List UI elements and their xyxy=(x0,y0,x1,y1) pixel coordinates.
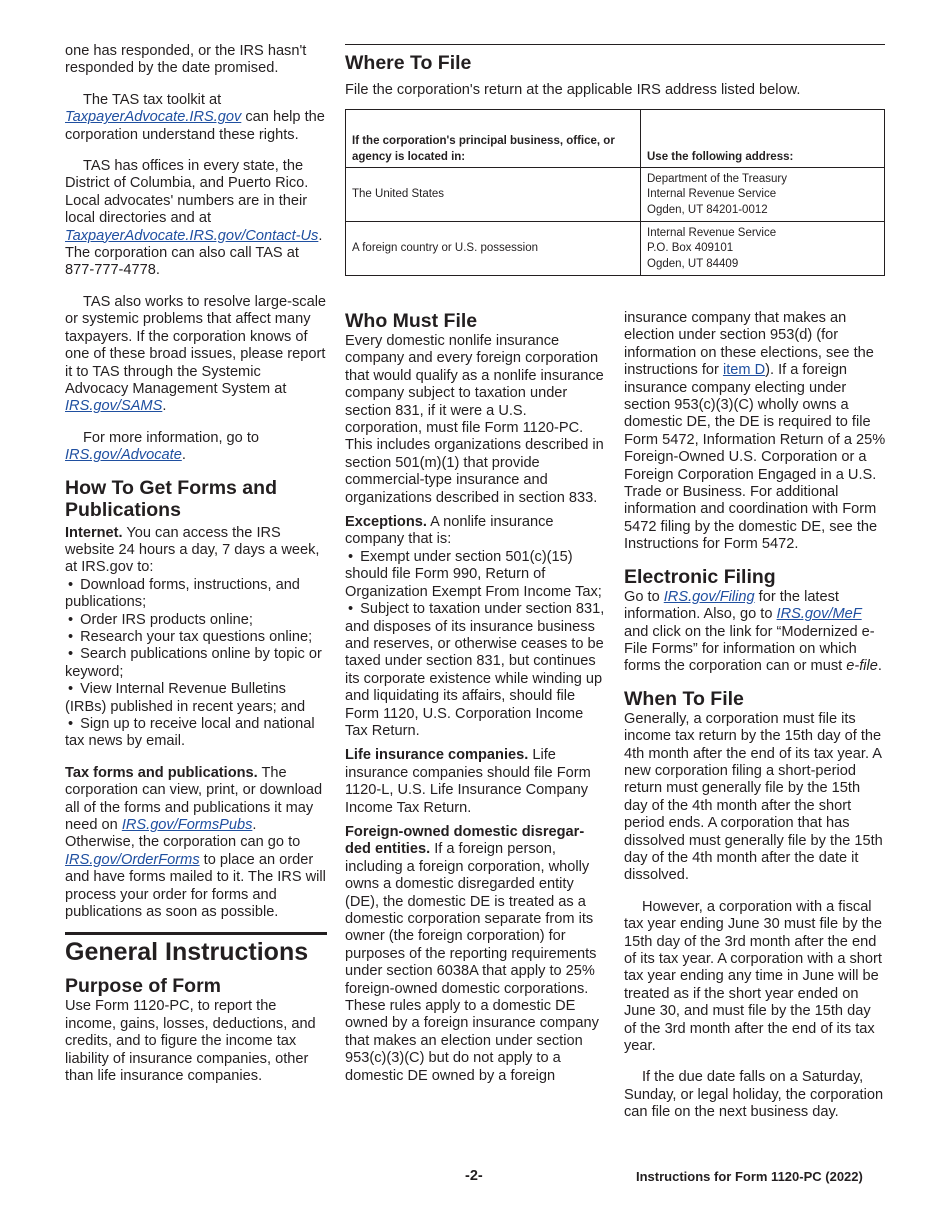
who-must-file-paragraph: Every domestic nonlife insurance company and every foreign corporation that would qualify as a nonlife insurance company subject to taxation under section 831, if it were a U.S. corporation, must file Form 1120-PC. This includes organizations described in section 501(m)(1) that provide commercial-type insurance and organizations described in section 833. xyxy=(345,333,604,506)
taxpayer-advocate-link[interactable]: TaxpayerAdvocate.IRS.gov xyxy=(65,109,242,126)
location-cell: The United States xyxy=(346,168,641,222)
advocate-link[interactable]: IRS.gov/Advocate xyxy=(65,447,182,464)
address-table xyxy=(345,109,885,276)
list-item: • Research your tax questions online; xyxy=(65,629,327,646)
item-d-link[interactable]: item D xyxy=(722,362,766,379)
internet-section: Internet. You can access the IRS website 24 hours a day, 7 days a week, at IRS.gov to: • Download forms, instructions, and publications; • Order IRS products online; • Research your tax questions online; • Search publications online by topic or keyword; • View Internal Revenue Bulletins (IRBs) published in recent years; and • Sign up to receive local and national tax news by email. xyxy=(65,525,327,751)
general-instructions-heading: General Instructions xyxy=(65,938,309,967)
location-header: If the corporation's principal business, office, or agency is located in: xyxy=(346,110,641,168)
who-must-file-heading: Who Must File xyxy=(345,310,478,332)
section-divider xyxy=(345,44,885,45)
list-item: • Subject to taxation under section 831, and disposes of its insurance business and reserves, or otherwise ceases to be taxed under section 831, but continues its corporate existence while winding up and liquidating its affairs, should file Form 1120, U.S. Corporation Income Tax Return. xyxy=(345,601,607,740)
list-item: • Sign up to receive local and national tax news by email. xyxy=(65,716,327,751)
mef-link[interactable]: IRS.gov/MeF xyxy=(776,606,862,623)
sams-link[interactable]: IRS.gov/SAMS xyxy=(65,398,163,415)
tas-systemic-paragraph: TAS also works to resolve large-scale or systemic problems that affect many taxpayers. If the corporation knows of one of these broad issues, please report it to TAS through the Systemic Advocacy Management System at IRS.gov/SAMS. xyxy=(65,293,327,415)
more-info-paragraph: For more information, go to IRS.gov/Advocate. xyxy=(65,429,260,464)
list-item: • Order IRS products online; xyxy=(65,612,327,629)
purpose-paragraph: Use Form 1120-PC, to report the income, gains, losses, deductions, and credits, and to figure the income tax liability of insurance companies, other than life insurance companies. xyxy=(65,998,316,1085)
tas-continued-paragraph: one has responded, or the IRS hasn't responded by the date promised. xyxy=(65,43,307,77)
tas-toolkit-paragraph: The TAS tax toolkit at TaxpayerAdvocate.IRS.gov can help the corporation understand these rights. xyxy=(65,91,325,143)
foreign-owned-paragraph: Foreign-owned domestic disregar-ded entities. If a foreign person, including a foreign corporation, wholly owns a domestic disregarded entity (DE), the domestic DE is treated as a domestic corporation separate from its owner (the foreign corporation) for purposes of the reporting requirements under section 6038A that apply to 25% foreign-owned domestic corporations. These rules apply to a domestic DE owned by a foreign insurance company that makes an election under section 953(c)(3)(C) but do not apply to a domestic DE owned by a foreign xyxy=(345,823,599,1084)
list-item: • Exempt under section 501(c)(15) should file Form 990, Return of Organization Exempt From Income Tax; xyxy=(345,549,607,601)
address-cell: Internal Revenue Service P.O. Box 409101 Ogden, UT 84409 xyxy=(641,222,885,276)
how-to-get-forms-heading: How To Get Forms and Publications xyxy=(65,476,277,521)
column-right xyxy=(624,310,886,1122)
forms-pubs-link[interactable]: IRS.gov/FormsPubs xyxy=(121,817,253,834)
exceptions-label: Exceptions. xyxy=(345,514,427,531)
internet-label: Internet. xyxy=(65,524,123,541)
foreign-owned-continued: insurance company that makes an election under section 953(d) (for information on these elections, see the instructions for item D). If a foreign insurance company electing under section 953(c)(3)(C) wholly owns a domestic DE, the DE is required to file Form 5472, Information Return of a 25% Foreign-Owned U.S. Corporation or a Foreign Corporation Engaged in a U.S. Trade or Business. For additional information and coordination with Form 5472 filing by the domestic DE, see the Instructions for Form 5472. xyxy=(624,310,886,553)
where-to-file-section xyxy=(345,44,885,276)
address-header: Use the following address: xyxy=(641,110,885,168)
when-to-file-heading: When To File xyxy=(624,687,744,710)
table-row xyxy=(346,222,885,276)
contact-us-link[interactable]: TaxpayerAdvocate.IRS.gov/Contact-Us xyxy=(65,227,319,244)
filing-link[interactable]: IRS.gov/Filing xyxy=(663,588,755,605)
table-row xyxy=(346,168,885,222)
list-item: • View Internal Revenue Bulletins (IRBs) published in recent years; and xyxy=(65,681,327,716)
where-to-file-intro: File the corporation's return at the applicable IRS address listed below. xyxy=(345,82,801,98)
when-to-file-paragraph-3: If the due date falls on a Saturday, Sunday, or legal holiday, the corporation can file on the next business day. xyxy=(624,1069,884,1121)
column-middle xyxy=(345,310,607,1085)
column-left xyxy=(65,43,327,1086)
order-forms-link[interactable]: IRS.gov/OrderForms xyxy=(65,851,200,868)
table-header-row xyxy=(346,110,885,168)
where-to-file-heading: Where To File xyxy=(345,52,472,74)
location-cell: A foreign country or U.S. possession xyxy=(346,222,641,276)
exceptions-section: Exceptions. A nonlife insurance company that is: • Exempt under section 501(c)(15) should file Form 990, Return of Organization Exempt From Income Tax; • Subject to taxation under section 831, and disposes of its insurance business and reserves, or otherwise ceases to be taxed under section 831, but continues its corporate existence while winding up and liquidating its affairs, should file Form 1120, U.S. Corporation Income Tax Return. xyxy=(345,514,607,740)
electronic-filing-heading: Electronic Filing xyxy=(624,565,776,588)
tax-forms-paragraph: Tax forms and publications. The corporation can view, print, or download all of the forms and publications it may need on IRS.gov/FormsPubs. Otherwise, the corporation can go to IRS.gov/OrderForms to place an order and have forms mailed to it. The IRS will process your order for forms and publications as soon as possible. xyxy=(65,764,326,921)
life-insurance-paragraph: Life insurance companies. Life insurance companies should file Form 1120-L, U.S. Life Insurance Company Income Tax Return. xyxy=(345,747,591,816)
list-item: • Download forms, instructions, and publications; xyxy=(65,577,327,612)
when-to-file-paragraph-1: Generally, a corporation must file its income tax return by the 15th day of the 4th month after the end of its tax year. A new corporation filing a short-period return must generally file by the 15th day of the 4th month after the short period ends. A corporation that has dissolved must generally file by the 15th day of the 4th month after the date it dissolved. xyxy=(624,710,883,884)
document-title: Instructions for Form 1120-PC (2022) xyxy=(636,1169,863,1184)
purpose-of-form-heading: Purpose of Form xyxy=(65,975,222,998)
tas-offices-paragraph: TAS has offices in every state, the District of Columbia, and Puerto Rico. Local advocates' numbers are in their local directories and at TaxpayerAdvocate.IRS.gov/Contact-Us. The corporation can also call TAS at 877-777-4778. xyxy=(65,158,323,279)
address-cell: Department of the Treasury Internal Revenue Service Ogden, UT 84201-0012 xyxy=(641,168,885,222)
page-number: -2- xyxy=(465,1168,483,1184)
when-to-file-paragraph-2: However, a corporation with a fiscal tax year ending June 30 must file by the 15th day of the 3rd month after the end of its tax year. A corporation with a short tax year ending any time in June will be treated as if the short year ended on June 30, and must file by the 15th day of the 3rd month after the end of its tax year. xyxy=(624,898,882,1055)
electronic-filing-paragraph: Go to IRS.gov/Filing for the latest information. Also, go to IRS.gov/MeF and click on the link for “Modernized e-File Forms” for information on which forms the corporation can or must e-file. xyxy=(624,588,882,675)
list-item: • Search publications online by topic or keyword; xyxy=(65,646,327,681)
